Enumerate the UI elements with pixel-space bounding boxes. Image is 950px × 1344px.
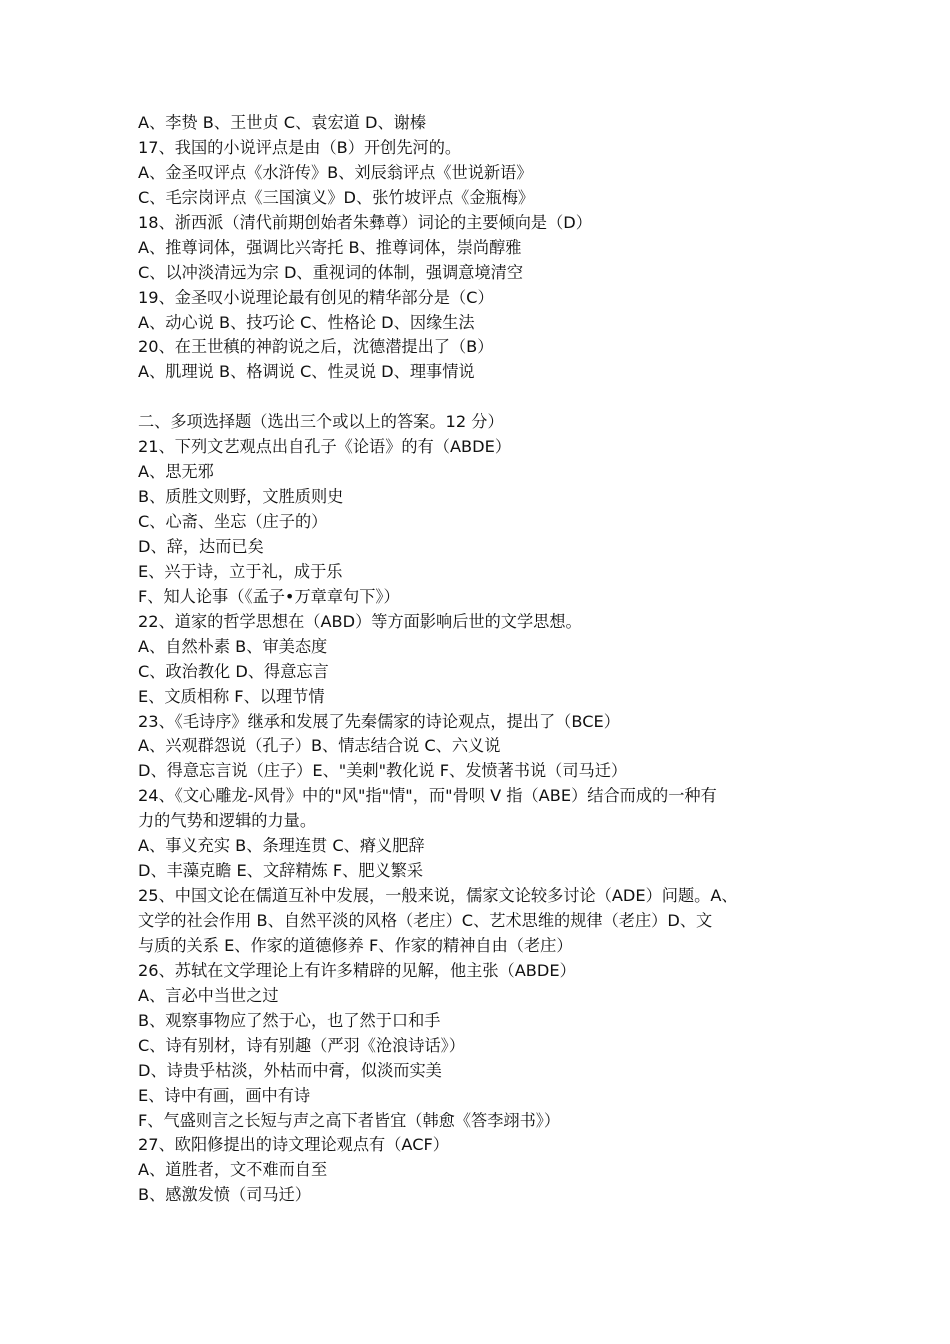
text-line: A、李贽 B、王世贞 C、袁宏道 D、谢榛 <box>138 113 427 132</box>
document-body <box>138 111 828 1208</box>
text-line: B、观察事物应了然于心，也了然于口和手 <box>138 1010 441 1030</box>
text-line: D、诗贵乎枯淡，外枯而中膏，似淡而实美 <box>138 1060 442 1080</box>
text-line: D、辞，达而已矣 <box>138 536 264 556</box>
text-line: E、兴于诗，立于礼，成于乐 <box>138 561 343 581</box>
blank-line <box>138 385 828 410</box>
question-20: 20、在王世稹的神韵说之后，沈德潜提出了（B） <box>138 337 494 357</box>
text-line: C、以冲淡清远为宗 D、重视词的体制，强调意境清空 <box>138 262 524 282</box>
text-line: A、自然朴素 B、审美态度 <box>138 636 328 656</box>
text-line: C、毛宗岗评点《三国演义》D、张竹坡评点《金瓶梅》 <box>138 187 535 207</box>
question-26: 26、苏轼在文学理论上有许多精辟的见解，他主张（ABDE） <box>138 960 576 980</box>
question-18: 18、浙西派（清代前期创始者朱彝尊）词论的主要倾向是（D） <box>138 212 592 232</box>
question-27: 27、欧阳修提出的诗文理论观点有（ACF） <box>138 1135 449 1155</box>
question-19: 19、金圣叹小说理论最有创见的精华部分是（C） <box>138 287 494 307</box>
text-line: F、气盛则言之长短与声之高下者皆宜（韩愈《答李翊书》） <box>138 1110 561 1130</box>
question-25: 25、中国文论在儒道互补中发展，一般来说，儒家文论较多讨论（ADE）问题。A、 <box>138 886 738 906</box>
section-heading: 二、多项选择题（选出三个或以上的答案。12 分） <box>138 412 504 432</box>
text-line: B、质胜文则野，文胜质则史 <box>138 487 344 507</box>
text-line: C、诗有别材，诗有别趣（严羽《沧浪诗话》） <box>138 1035 465 1055</box>
text-line: F、知人论事（《孟子•万章章句下》） <box>138 586 400 606</box>
text-line: 文学的社会作用 B、自然平淡的风格（老庄）C、艺术思维的规律（老庄）D、文 <box>138 911 713 930</box>
question-17: 17、我国的小说评点是由（B）开创先河的。 <box>138 137 462 157</box>
text-line: C、心斋、坐忘（庄子的） <box>138 512 328 531</box>
text-line: 力的气势和逻辑的力量。 <box>138 811 317 831</box>
text-line: 与质的关系 E、作家的道德修养 F、作家的精神自由（老庄） <box>138 935 573 955</box>
text-line: A、推尊词体，强调比兴寄托 B、推尊词体，崇尚醇雅 <box>138 237 522 257</box>
text-line: E、文质相称 F、以理节情 <box>138 686 325 706</box>
question-21: 21、下列文艺观点出自孔子《论语》的有（ABDE） <box>138 437 512 457</box>
text-line: A、事义充实 B、条理连贯 C、瘠义肥辞 <box>138 836 425 856</box>
text-line: A、肌理说 B、格调说 C、性灵说 D、理事情说 <box>138 362 475 382</box>
text-line: A、思无邪 <box>138 462 214 482</box>
text-line: A、道胜者，文不难而自至 <box>138 1160 328 1180</box>
text-line: B、感激发愤（司马迁） <box>138 1185 311 1205</box>
question-22: 22、道家的哲学思想在（ABD）等方面影响后世的文学思想。 <box>138 611 582 631</box>
text-line: A、兴观群怨说（孔子）B、情志结合说 C、六义说 <box>138 736 501 756</box>
text-line: C、政治教化 D、得意忘言 <box>138 661 329 681</box>
text-line: A、动心说 B、技巧论 C、性格论 D、因缘生法 <box>138 312 475 332</box>
text-line: A、言必中当世之过 <box>138 985 279 1005</box>
text-line: D、得意忘言说（庄子）E、"美刺"教化说 F、发愤著书说（司马迁） <box>138 761 628 781</box>
text-line: A、金圣叹评点《水浒传》B、刘辰翁评点《世说新语》 <box>138 162 533 182</box>
text-line: E、诗中有画，画中有诗 <box>138 1085 311 1105</box>
text-line: D、丰藻克瞻 E、文辞精炼 F、肥义繁采 <box>138 861 424 881</box>
question-23: 23、《毛诗序》继承和发展了先秦儒家的诗论观点，提出了（BCE） <box>138 711 620 731</box>
question-24: 24、《文心雕龙-风骨》中的"风"指"情"，而"骨呗 V 指（ABE）结合而成的一种有 <box>138 786 717 806</box>
